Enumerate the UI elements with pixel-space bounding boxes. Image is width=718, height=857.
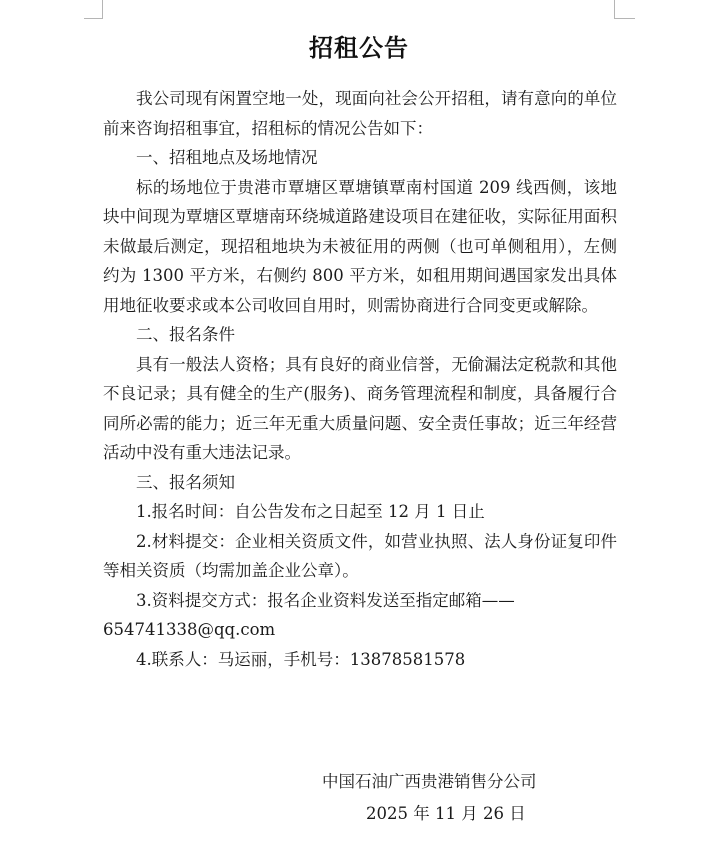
contact-email: 654741338@qq.com [103, 620, 276, 639]
section-heading-notes: 三、报名须知 [136, 472, 235, 492]
note-registration-time: 1.报名时间：自公告发布之日起至 12 月 1 日止 [136, 502, 485, 521]
conditions-paragraph: 具有一般法人资格；具有良好的商业信誉，无偷漏法定税款和其他不良记录；具有健全的生产(服务)、商务管理流程和制度，具备履行合同所必需的能力；近三年无重大质量问题、安全责任事故；近三年经营活动中没有重大违法记录。 [103, 354, 617, 462]
section-heading-conditions: 二、报名条件 [136, 325, 235, 344]
section-heading-location: 一、招租地点及场地情况 [136, 148, 318, 167]
location-paragraph: 标的场地位于贵港市覃塘区覃塘镇覃南村国道 209 线西侧，该地块中间现为覃塘区覃塘南环绕城道路建设项目在建征收，实际征用面积未做最后测定，现招租地块为未被征用的两侧（也可单侧租用），左侧约为 1300 平方米，右侧约 800 平方米，如租用期间遇国家发出具体用地征收要求或本公司收回自用时，则需协商进行合同变更或解除。 [103, 177, 617, 315]
note-materials: 2.材料提交：企业相关资质文件，如营业执照、法人身份证复印件等相关资质（均需加盖企业公章）。 [103, 531, 617, 580]
note-contact: 4.联系人：马运丽，手机号：13878581578 [136, 649, 466, 669]
issuer-company: 中国石油广西贵港销售分公司 [322, 772, 537, 791]
signature-block [300, 766, 600, 830]
issue-date: 2025 年 11 月 26 日 [366, 804, 526, 823]
intro-paragraph: 我公司现有闲置空地一处，现面向社会公开招租，请有意向的单位前来咨询招租事宜，招租标的情况公告如下： [103, 89, 617, 138]
document-body [103, 84, 617, 674]
note-submission-method: 3.资料提交方式：报名企业资料发送至指定邮箱—— [136, 590, 515, 610]
document-title: 招租公告 [309, 34, 409, 62]
crop-mark-top-left [84, 0, 103, 19]
crop-mark-top-right [614, 0, 635, 19]
